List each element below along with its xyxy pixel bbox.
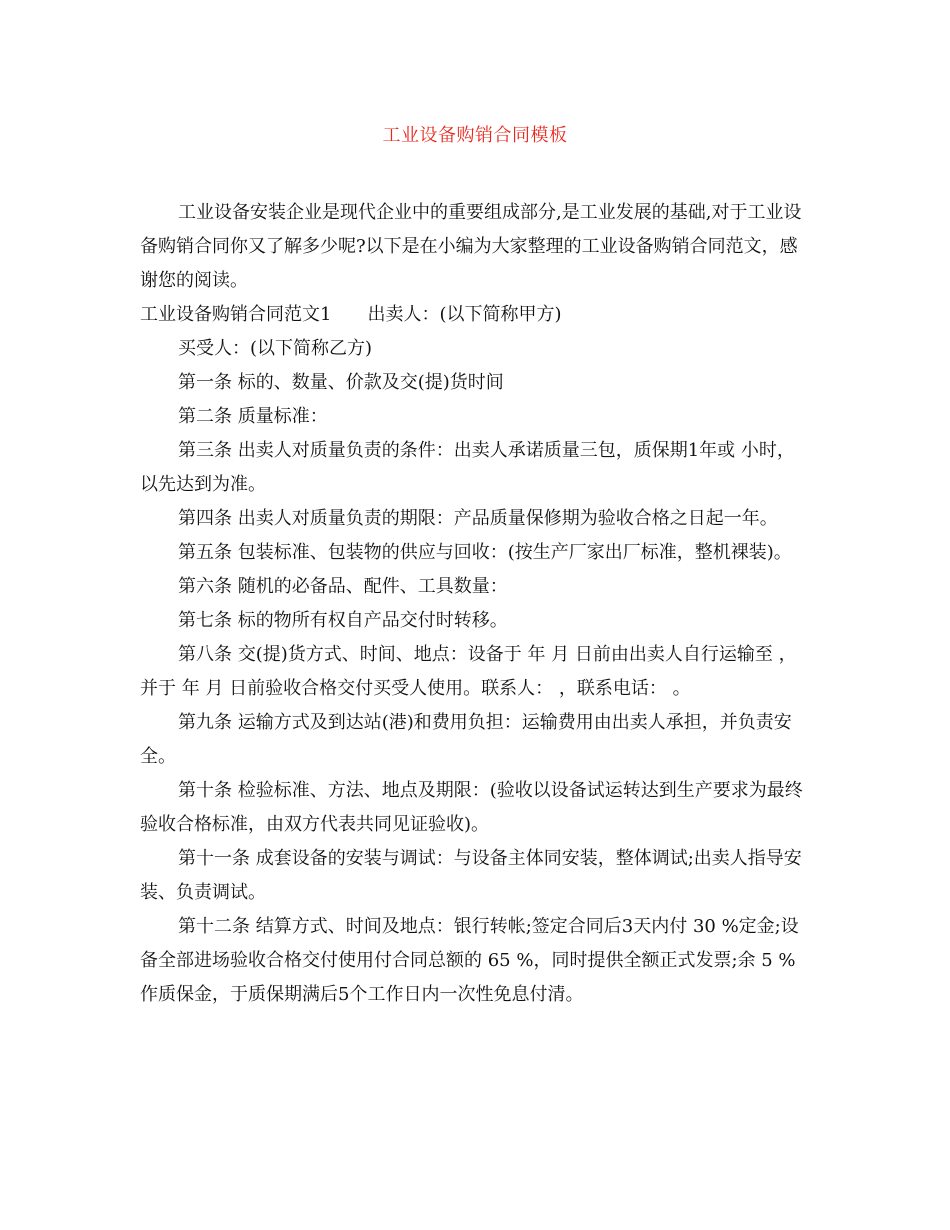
clause-4: 第四条 出卖人对质量负责的期限：产品质量保修期为验收合格之日起一年。 (178, 508, 778, 529)
document-title: 工业设备购销合同模板 (382, 125, 568, 146)
clause-1: 第一条 标的、数量、价款及交(提)货时间 (178, 372, 504, 393)
sample-heading-line (140, 298, 812, 332)
clause-11: 第十一条 成套设备的安装与调试：与设备主体同安装，整体调试;出卖人指导安装、负责调试。 (140, 848, 802, 903)
document-body (140, 196, 812, 1012)
clause-9: 第九条 运输方式及到达站(港)和费用负担：运输费用由出卖人承担，并负责安全。 (140, 712, 792, 767)
clause-12: 第十二条 结算方式、时间及地点：银行转帐;签定合同后3天内付 30 %定金;设备全部进场验收合格交付使用付合同总额的 65 %，同时提供全额正式发票;余 5 %作质保金，于质保期满后5个工作日内一次性免息付清。 (140, 916, 799, 1005)
clause-2: 第二条 质量标准： (178, 406, 328, 427)
sample-label: 工业设备购销合同范文1 (140, 304, 332, 325)
buyer-line: 买受人：(以下简称乙方) (178, 338, 373, 359)
seller-line: 出卖人：(以下简称甲方) (367, 304, 562, 325)
clause-8: 第八条 交(提)货方式、时间、地点：设备于 年 月 日前由出卖人自行运输至 ，并于 年 月 日前验收合格交付买受人使用。联系人： ，联系电话： 。 (140, 644, 797, 699)
clause-3: 第三条 出卖人对质量负责的条件：出卖人承诺质量三包，质保期1年或 小时，以先达到为准。 (140, 440, 795, 495)
clause-5: 第五条 包装标准、包装物的供应与回收：(按生产厂家出厂标准，整机裸装)。 (178, 542, 792, 563)
clause-7: 第七条 标的物所有权自产品交付时转移。 (178, 610, 508, 631)
intro-paragraph: 工业设备安装企业是现代企业中的重要组成部分,是工业发展的基础,对于工业设备购销合同你又了解多少呢?以下是在小编为大家整理的工业设备购销合同范文，感谢您的阅读。 (140, 202, 802, 291)
clause-10: 第十条 检验标准、方法、地点及期限：(验收以设备试运转达到生产要求为最终验收合格标准，由双方代表共同见证验收)。 (140, 780, 803, 835)
clause-6: 第六条 随机的必备品、配件、工具数量： (178, 576, 508, 597)
